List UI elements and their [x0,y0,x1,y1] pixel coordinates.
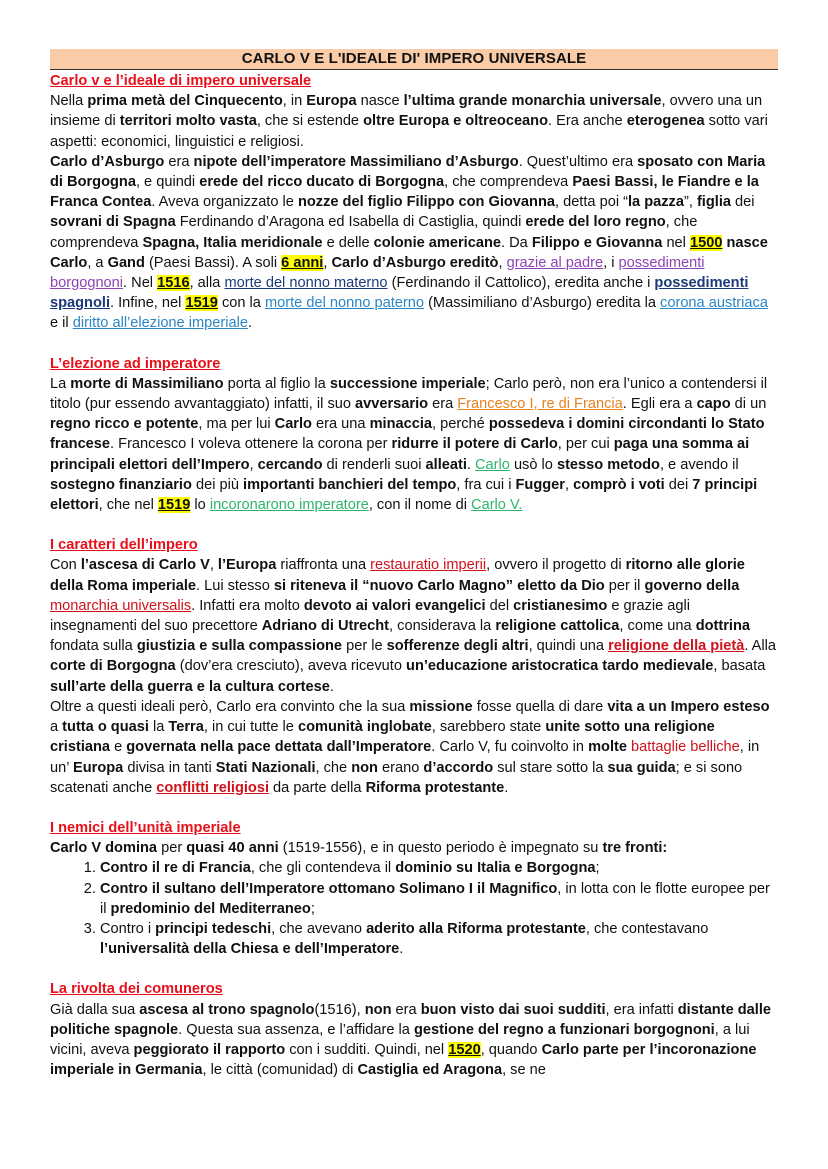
text-run: territori molto vasta [119,113,257,130]
text-run: ; Carlo però, non era l’unico a contendersi il titolo (pur essendo avvantaggiato) infatti, il suo [50,375,768,413]
text-run: molte [588,739,627,756]
text-run: riaffronta una [276,557,371,574]
text-run: Già dalla sua [50,1001,140,1018]
text-run: , con il nome di [368,497,472,514]
underlined-term: morte del nonno paterno [264,295,425,312]
text-run: morte di Massimiliano [70,375,224,392]
underlined-term: corona austriaca [660,295,768,312]
text-run: Carlo d’Asburgo ereditò [331,254,499,271]
text-run: , che nel [98,497,158,514]
underlined-term: Francesco I, re di Francia [457,396,623,413]
text-run: stesso metodo [556,456,660,473]
underlined-term: religione della pietà [608,638,745,655]
text-run: tre fronti: [602,840,668,857]
text-run: paga una somma ai principali elettori dell’Impero [50,436,750,473]
text-run: . [247,315,252,332]
text-run: dei più [191,476,244,493]
text-run: . [329,678,334,695]
text-run: . Nel [123,275,158,292]
text-run: , a lui vicini, aveva [50,1021,750,1058]
text-run: , a [87,254,108,271]
text-run: e delle [322,234,374,251]
text-run: , quando [480,1041,542,1058]
text-run: predominio del Mediterraneo [110,900,311,917]
text-run: (Massimiliano d’Asburgo) eredita la [424,295,661,312]
paragraph [50,697,778,798]
text-run: e grazie agli insegnamenti del suo precettore [50,597,691,635]
text-run: gestione del regno a funzionari borgognoni [413,1021,715,1038]
section-heading: I caratteri dell’impero [50,537,198,554]
text-run: e [110,739,127,756]
text-run: ridurre il potere di Carlo [391,436,558,453]
text-run: . Da [501,234,532,251]
text-run: non [364,1001,392,1018]
text-run: la pazza [627,194,684,211]
text-run: , che [315,759,352,776]
underlined-term: incoronarono imperatore [209,497,369,514]
text-run: tutta o quasi [62,719,149,736]
text-run: , i [603,254,619,271]
paragraph [50,1000,778,1081]
underlined-term: monarchia universalis [50,597,192,614]
text-run: sofferenze degli altri [386,638,529,655]
text-run: avversario [355,396,429,413]
text-run: ; e si sono scatenati anche [50,759,743,796]
text-run: governata nella pace dettata dall’Imperatore [126,739,432,756]
paragraph [50,91,778,152]
section-elezione-imperatore [50,354,778,516]
text-run: quasi 40 anni [186,840,279,857]
text-run: , fra cui i [456,476,516,493]
text-run: porta al figlio la [223,375,330,392]
text-run: sposato con Maria di Borgogna [50,153,766,191]
text-run: del [485,597,514,614]
text-run: Europa [73,759,124,776]
text-run: nasce Carlo [50,234,768,271]
text-run: principi tedeschi [155,920,272,937]
text-run: eterogenea [626,113,705,130]
text-run: di un [730,396,767,413]
underlined-term: morte del nonno materno [224,275,388,292]
text-run: Filippo e Giovanna [531,234,663,251]
text-run: , che comprendeva [50,214,698,251]
section-heading: Carlo v e l’ideale di impero universale [50,73,312,89]
text-run: l’universalità della Chiesa e dell’Imperatore [100,941,400,958]
text-run: regno ricco e potente [50,416,199,433]
text-run: Adriano di Utrecht [261,618,390,635]
text-run: Carlo V domina [50,840,158,857]
text-run: Carlo parte per l’incoronazione imperiale in Germania [50,1041,757,1079]
text-run: prima metà del Cinquecento [87,93,283,110]
text-run: minaccia [369,416,433,433]
text-run: d’accordo [423,759,494,776]
text-run: (Ferdinando il Cattolico), eredita anche i [387,275,655,292]
text-run: . [504,779,509,796]
text-run: Terra [168,719,204,736]
text-run: per il [604,577,645,594]
text-run: , le città (comunidad) di [202,1062,358,1079]
text-run: . Alla [744,638,776,655]
text-run: , quindi una [528,638,609,655]
text-run: aderito alla Riforma protestante [366,920,586,937]
text-run: . Lui stesso [196,577,274,594]
text-run: governo della [644,577,740,594]
text-run: (1516), [314,1001,365,1018]
text-run: era [391,1001,421,1018]
text-run: nel [662,234,690,251]
text-run: erede del ricco ducato di Borgogna [199,174,445,191]
text-run: La [50,375,71,392]
text-run: distante dalle politiche spagnole [50,1001,772,1038]
text-run: , come una [619,618,696,635]
text-run: . Aveva organizzato le [151,194,298,211]
text-run: nipote dell’imperatore Massimiliano d’Asburgo [193,153,519,170]
text-run: , ma per lui [198,416,275,433]
text-run: buon visto dai suoi sudditi [420,1001,606,1018]
section-rivolta-comuneros [50,979,778,1080]
text-run: possedeva i domini circondanti lo Stato francese [50,416,765,453]
text-run: Carlo d’Asburgo [50,153,165,170]
text-run: , detta poi “ [554,194,628,211]
text-run: era una [311,416,370,433]
text-run: Carlo [274,416,312,433]
text-run: dei [664,476,693,493]
text-run: era [164,153,194,170]
text-run: Con [50,557,81,574]
text-run: Contro i [100,920,156,937]
text-run: , che gli contendeva il [250,860,396,877]
text-run: con i sudditi. Quindi, nel [285,1041,449,1058]
text-run: Riforma protestante [365,779,505,796]
text-run: fosse quella di dare [472,698,608,715]
text-run: . Questa sua assenza, e l’affidare la [178,1021,414,1038]
text-run: ”, [683,194,697,211]
text-run: 7 principi elettori [50,476,758,514]
text-run: sul stare sotto la [493,759,608,776]
text-run: , e avendo il [659,456,739,473]
text-run: da parte della [269,779,366,796]
text-run: capo [696,396,731,413]
document-title: CARLO V E L'IDEALE DI' IMPERO UNIVERSALE [50,49,778,70]
text-run: , in un’ [50,739,760,776]
paragraph [50,152,778,334]
underlined-term: Carlo [475,456,510,473]
text-run: battaglie belliche [631,739,740,756]
text-run: Contro il sultano dell’Imperatore ottomano Solimano I il Magnifico [100,880,558,897]
text-run: , se ne [502,1062,546,1079]
text-run: . Egli era a [622,396,697,413]
text-run: Contro il re di Francia [100,860,251,877]
text-run: , per cui [557,436,614,453]
text-run: , [564,476,574,493]
text-run: missione [409,698,473,715]
text-run: comunità inglobate [297,719,432,736]
text-run: e il [50,315,73,332]
section-carlo-v-ideale [50,71,778,334]
text-run: . [466,456,476,473]
text-run: divisa in tanti [123,759,216,776]
text-run: Oltre a questi ideali però, Carlo era convinto che la sua [50,698,410,715]
text-run: Nella [50,93,88,110]
text-run: con la [217,295,265,312]
highlighted-date: 1520 [448,1041,481,1058]
list-item [100,919,778,959]
text-run: sotto vari aspetti: economici, linguistici e religiosi. [50,113,768,150]
text-run: Ferdinando d’Aragona ed Isabella di Castiglia, quindi [175,214,526,231]
text-run: per [157,840,187,857]
text-run: , che si estende [256,113,364,130]
highlighted-date: 1519 [185,295,218,312]
text-run: Stati Nazionali [215,759,316,776]
text-run: dei [731,194,755,211]
text-run: (Paesi Bassi). A soli [144,254,282,271]
highlighted-date: 1516 [157,275,190,292]
underlined-term: conflitti religiosi [156,779,269,796]
text-run: si riteneva il “nuovo Carlo Magno” eletto da Dio [273,577,605,594]
underlined-term: restauratio imperii [370,557,487,574]
text-run: , in cui tutte le [203,719,298,736]
document-page [50,49,778,1100]
text-run: , che comprendeva [444,174,573,191]
section-caratteri-impero [50,535,778,798]
text-run: , [323,254,332,271]
text-run: . [399,941,404,958]
paragraph [50,374,778,515]
underlined-term: Carlo V. [471,497,523,514]
text-run: vita a un Impero esteso [607,698,770,715]
text-run: . Infatti era molto [191,597,304,614]
text-run: successione imperiale [329,375,486,392]
text-run: Gand [107,254,145,271]
text-run: a [50,719,63,736]
text-run: , [209,557,218,574]
text-run: , che contestavano [585,920,709,937]
text-run: importanti banchieri del tempo [243,476,457,493]
text-run: , ovvero una un insieme di [50,93,763,130]
text-run: dottrina [695,618,751,635]
underlined-term: grazie al padre [506,254,604,271]
paragraph [50,555,778,696]
section-heading: I nemici dell’unità imperiale [50,819,241,836]
text-run: , alla [189,275,225,292]
list-item [100,879,778,919]
text-run: colonie americane [373,234,502,251]
text-run: . Francesco I voleva ottenere la corona per [110,436,392,453]
text-run: . Infine, nel [110,295,186,312]
highlighted-date: 6 anni [281,254,324,271]
text-run: , e quindi [135,174,200,191]
text-run: per le [342,638,387,655]
section-nemici-unita [50,818,778,959]
text-run: era [428,396,458,413]
text-run: Europa [306,93,357,110]
text-run: devoto ai valori evangelici [303,597,486,614]
text-run: , in [282,93,307,110]
section-heading: L’elezione ad imperatore [50,355,221,372]
text-run: la [148,719,169,736]
text-run: , in lotta con le flotte europee per il [100,880,770,917]
text-run: unite sotto una religione cristiana [50,719,715,756]
text-run: ; [595,860,600,877]
text-run: ascesa al trono spagnolo [139,1001,315,1018]
text-run: nozze del figlio Filippo con Giovanna [297,194,555,211]
text-run: peggiorato il rapporto [133,1041,286,1058]
text-run: erede del loro regno [525,214,666,231]
text-run: sovrani di Spagna [50,214,176,231]
text-run: Spagna, Italia meridionale [142,234,323,251]
underlined-term: diritto all’elezione imperiale [72,315,248,332]
text-run: fondata sulla [50,638,137,655]
text-run: , [498,254,507,271]
highlighted-date: 1519 [157,497,191,514]
paragraph [50,838,778,858]
text-run: erano [377,759,424,776]
text-run: alleati [425,456,467,473]
text-run: Castiglia ed Aragona [357,1062,503,1079]
text-run: l’Europa [217,557,277,574]
text-run: corte di Borgogna [50,658,176,675]
text-run: dominio su Italia e Borgogna [395,860,596,877]
text-run: Fugger [515,476,565,493]
text-run: . Quest’ultimo era [518,153,638,170]
text-run: , sarebbero state [431,719,546,736]
underlined-term: possedimenti spagnoli [50,275,749,312]
text-run: (1519-1556), e in questo periodo è impegnato su [278,840,603,857]
text-run: ; [310,900,315,917]
text-run: . Era anche [548,113,627,130]
text-run: , [249,456,258,473]
text-run: usò lo [509,456,557,473]
text-run: cristianesimo [513,597,608,614]
text-run: cercando [257,456,323,473]
text-run: non [351,759,378,776]
text-run: (dov’era cresciuto), aveva ricevuto [175,658,407,675]
text-run: sua guida [607,759,676,776]
text-run: , che avevano [271,920,367,937]
text-run: , ovvero il progetto di [486,557,626,574]
text-run: figlia [696,194,731,211]
text-run: l’ultima grande monarchia universale [403,93,662,110]
text-run: , era infatti [605,1001,678,1018]
text-run: , considerava la [389,618,496,635]
text-run: religione cattolica [495,618,620,635]
list-item [100,858,778,878]
text-run: di renderli suoi [322,456,426,473]
section-heading: La rivolta dei comuneros [50,981,223,998]
text-run: giustizia e sulla compassione [136,638,343,655]
text-run: nasce [356,93,404,110]
text-run: l’ascesa di Carlo V [80,557,210,574]
text-run: un’educazione aristocratica tardo medievale [406,658,714,675]
text-run: sostegno finanziario [50,476,192,493]
text-run: lo [190,497,210,514]
text-run: comprò i voti [573,476,665,493]
underlined-term: possedimenti borgognoni [50,254,705,292]
text-run: sull’arte della guerra e la cultura cortese [50,678,330,695]
text-run: ritorno alle glorie della Roma imperiale [50,557,745,594]
text-run: , basata [713,658,766,675]
text-run: oltre Europa e oltreoceano [363,113,549,130]
fronts-list [50,858,778,959]
text-run: . Carlo V, fu coinvolto in [431,739,589,756]
highlighted-date: 1500 [689,234,723,251]
text-run: , perché [432,416,489,433]
text-run: Paesi Bassi, le Fiandre e la Franca Contea [50,174,759,211]
